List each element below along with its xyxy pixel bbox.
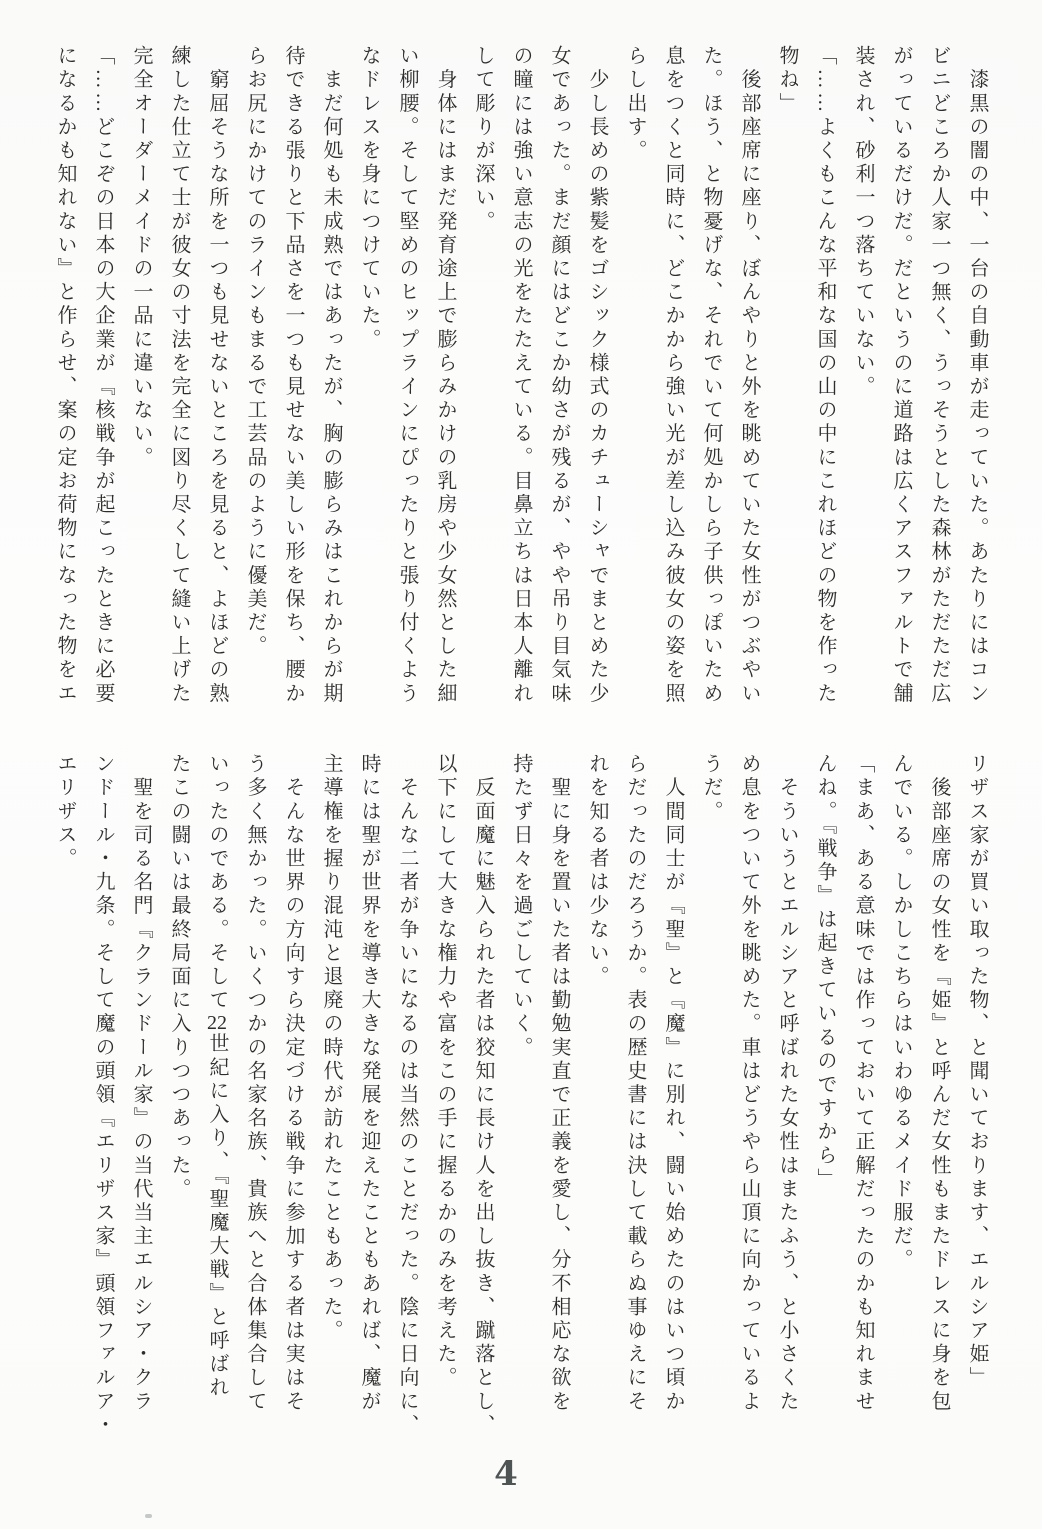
text-line: い柳腰。そして堅めのヒップラインにぴったりと張り付くよう xyxy=(396,45,418,706)
text-line: 完全オーダーメイドの一品に違いない。 xyxy=(130,45,152,470)
text-line: らし出す。 xyxy=(624,45,646,163)
text-line: れを知る者は少ない。 xyxy=(586,753,608,989)
page-number: 4 xyxy=(494,1454,518,1494)
text-line: うだ。 xyxy=(700,753,722,824)
text-line: がっているだけだ。だというのに道路は広くアスファルトで舗 xyxy=(890,45,912,706)
text-line: め息をついて外を眺めた。車はどうやら山頂に向かっているよ xyxy=(738,753,760,1414)
text-line: 聖に身を置いた者は勤勉実直で正義を愛し、分不相応な欲を xyxy=(548,753,570,1414)
text-line: 「まあ、ある意味では作っておいて正解だったのかも知れませ xyxy=(852,753,874,1414)
text-line: ビニどころか人家一つ無く、うっそうとした森林がただただ広 xyxy=(928,45,950,706)
text-line: た。ほう、と物憂げな、それでいて何処かしら子供っぽいため xyxy=(700,45,722,706)
text-line: 「……よくもこんな平和な国の山の中にこれほどの物を作った xyxy=(814,45,836,706)
text-line: して彫りが深い。 xyxy=(472,45,494,234)
text-line: 「……どこぞの日本の大企業が『核戦争が起こったときに必要 xyxy=(92,45,114,706)
text-line: の瞳には強い意志の光をたたえている。目鼻立ちは日本人離れ xyxy=(510,45,532,706)
text-line: そういうとエルシアと呼ばれた女性はまたふう、と小さくた xyxy=(776,753,798,1414)
text-line: になるかも知れない』と作らせ、案の定お荷物になった物をエ xyxy=(54,45,76,706)
text-line: 主導権を握り混沌と退廃の時代が訪れたこともあった。 xyxy=(320,753,342,1343)
text-line: 装され、砂利一つ落ちていない。 xyxy=(852,45,874,399)
text-line: 身体にはまだ発育途上で膨らみかけの乳房や少女然とした細 xyxy=(434,45,456,706)
text-line: 練した仕立て士が彼女の寸法を完全に図り尽くして縫い上げた xyxy=(168,45,190,706)
text-line: 女であった。まだ顔にはどこか幼さが残るが、やや吊り目気味 xyxy=(548,45,570,706)
text-line: 反面魔に魅入られた者は狡知に長け人を出し抜き、蹴落とし、 xyxy=(472,753,494,1438)
text-line: う多く無かった。いくつかの名家名族、貴族へと合体集合して xyxy=(244,753,266,1414)
text-line: 人間同士が『聖』と『魔』に別れ、闘い始めたのはいつ頃か xyxy=(662,753,684,1414)
text-line: なドレスを身につけていた。 xyxy=(358,45,380,352)
text-line: 後部座席に座り、ぼんやりと外を眺めていた女性がつぶやい xyxy=(738,45,760,706)
text-line: エリザス。 xyxy=(54,753,76,871)
text-line: んね。『戦争』は起きているのですから」 xyxy=(814,753,836,1192)
text-line: リザス家が買い取った物、と聞いております、エルシア姫」 xyxy=(966,753,988,1391)
text-line: ンドール・九条。そして魔の頭領『エリザス家』頭領ファルア・ xyxy=(92,753,114,1438)
text-line: 息をつくと同時に、どこかから強い光が差し込み彼女の姿を照 xyxy=(662,45,684,706)
top-text-block xyxy=(46,45,996,739)
text-line: らお尻にかけてのラインもまるで工芸品のように優美だ。 xyxy=(244,45,266,659)
text-line: いったのである。そして22世紀に入り、『聖魔大戦』と呼ばれ xyxy=(206,753,228,1401)
text-line: らだったのだろうか。表の歴史書には決して載らぬ事ゆえにそ xyxy=(624,753,646,1414)
text-line: 漆黒の闇の中、一台の自動車が走っていた。あたりにはコン xyxy=(966,45,988,706)
text-line: 聖を司る名門『クランドール家』の当代当主エルシア・クラ xyxy=(130,753,152,1414)
text-line: 持たず日々を過ごしていく。 xyxy=(510,753,532,1060)
text-line: たこの闘いは最終局面に入りつつあった。 xyxy=(168,753,190,1202)
text-line: そんな二者が争いになるのは当然のことだった。陰に日向に、 xyxy=(396,753,418,1438)
text-line: 窮屈そうな所を一つも見せないところを見ると、よほどの熟 xyxy=(206,45,228,706)
scan-artifact xyxy=(145,1514,152,1518)
text-line: まだ何処も未成熟ではあったが、胸の膨らみはこれからが期 xyxy=(320,45,342,706)
text-line: 後部座席の女性を『姫』と呼んだ女性もまたドレスに身を包 xyxy=(928,753,950,1414)
text-line: 以下にして大きな権力や富をこの手に握るかのみを考えた。 xyxy=(434,753,456,1391)
text-line: そんな世界の方向すら決定づける戦争に参加する者は実はそ xyxy=(282,753,304,1414)
text-line: 物ね」 xyxy=(776,45,798,116)
bottom-text-block xyxy=(46,753,996,1465)
text-line: 時には聖が世界を導き大きな発展を迎えたこともあれば、魔が xyxy=(358,753,380,1414)
text-line: 待できる張りと下品さを一つも見せない美しい形を保ち、腰か xyxy=(282,45,304,706)
text-line: 少し長めの紫髪をゴシック様式のカチューシャでまとめた少 xyxy=(586,45,608,706)
text-line: んでいる。しかしこちらはいわゆるメイド服だ。 xyxy=(890,753,912,1273)
